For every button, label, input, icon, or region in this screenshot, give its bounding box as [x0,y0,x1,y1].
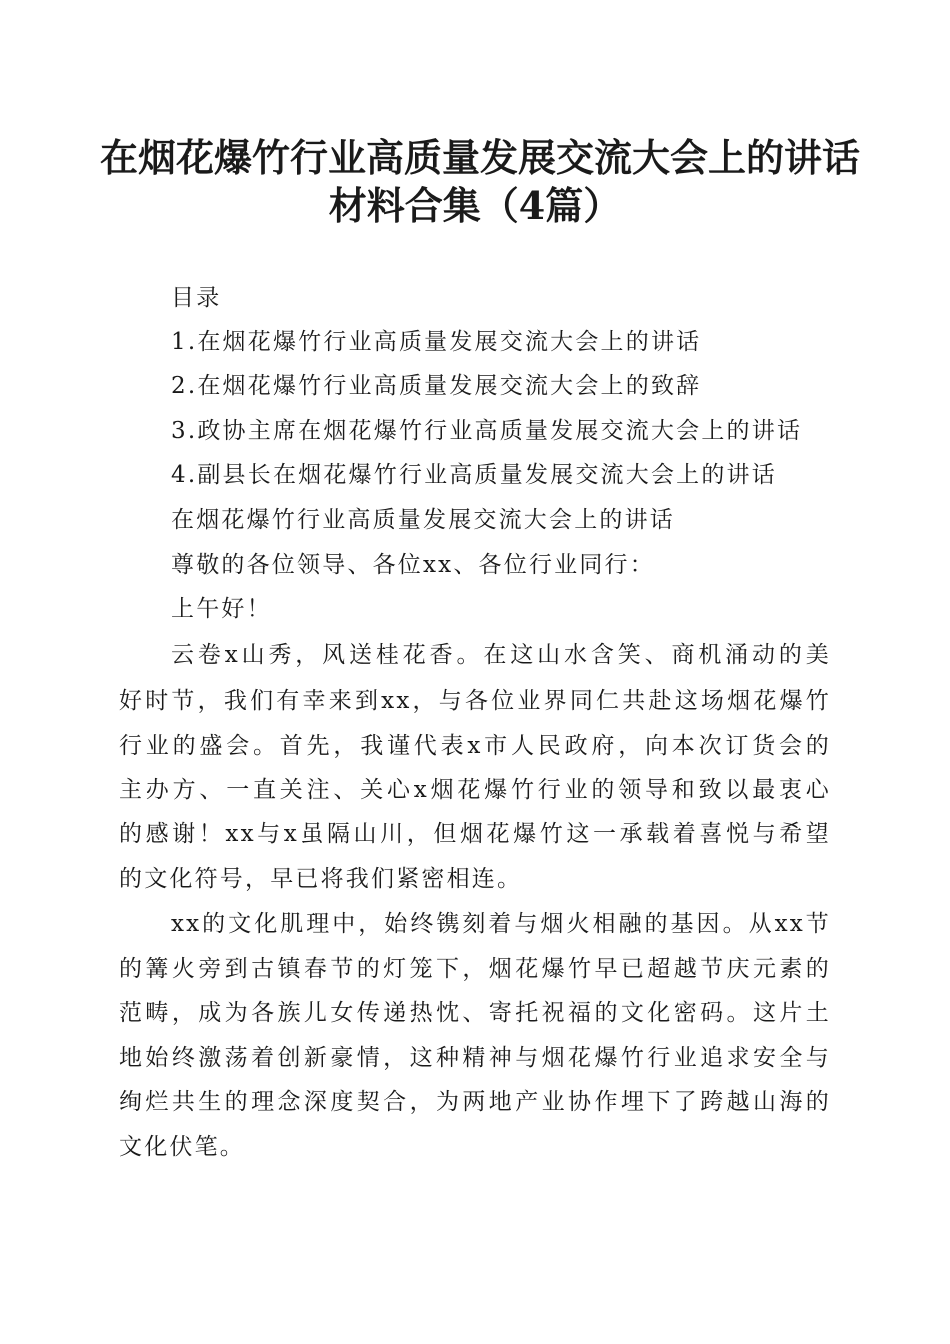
greeting: 上午好！ [171,596,272,622]
toc-heading: 目录 [171,285,222,311]
paragraph-1-line: 行业的盛会。首先，我谨代表x市人民政府，向本次订货会的 [119,733,831,759]
paragraph-1-line: 主办方、一直关注、关心x烟花爆竹行业的领导和致以最衷心 [119,777,831,803]
paragraph-2-line: 文化伏笔。 [119,1134,245,1160]
paragraph-1-line: 云卷x山秀，风送桂花香。在这山水含笑、商机涌动的美 [171,642,831,668]
paragraph-2-line: xx的文化肌理中，始终镌刻着与烟火相融的基因。从xx节 [171,911,831,937]
paragraph-2-line: 绚烂共生的理念深度契合，为两地产业协作埋下了跨越山海的 [119,1089,831,1115]
document-title-line-2: 材料合集（4篇） [328,183,622,228]
toc-item-1: 1.在烟花爆竹行业高质量发展交流大会上的讲话 [171,329,702,355]
paragraph-2-line: 的篝火旁到古镇春节的灯笼下，烟花爆竹早已超越节庆元素的 [119,956,831,982]
paragraph-1-line: 的文化符号，早已将我们紧密相连。 [119,866,523,892]
toc-item-3: 3.政协主席在烟花爆竹行业高质量发展交流大会上的讲话 [171,418,803,444]
paragraph-2-line: 范畴，成为各族儿女传递热忱、寄托祝福的文化密码。这片土 [119,1000,831,1026]
paragraph-1-line: 好时节，我们有幸来到xx，与各位业界同仁共赴这场烟花爆竹 [119,688,831,714]
toc-item-4: 4.副县长在烟花爆竹行业高质量发展交流大会上的讲话 [171,462,777,488]
toc-item-2: 2.在烟花爆竹行业高质量发展交流大会上的致辞 [171,373,702,399]
salutation: 尊敬的各位领导、各位xx、各位行业同行： [171,552,655,578]
section-title: 在烟花爆竹行业高质量发展交流大会上的讲话 [171,507,675,533]
document-title-line-1: 在烟花爆竹行业高质量发展交流大会上的讲话 [100,135,861,180]
paragraph-1-line: 的感谢！xx与x虽隔山川，但烟花爆竹这一承载着喜悦与希望 [119,821,831,847]
paragraph-2-line: 地始终激荡着创新豪情，这种精神与烟花爆竹行业追求安全与 [119,1045,831,1071]
